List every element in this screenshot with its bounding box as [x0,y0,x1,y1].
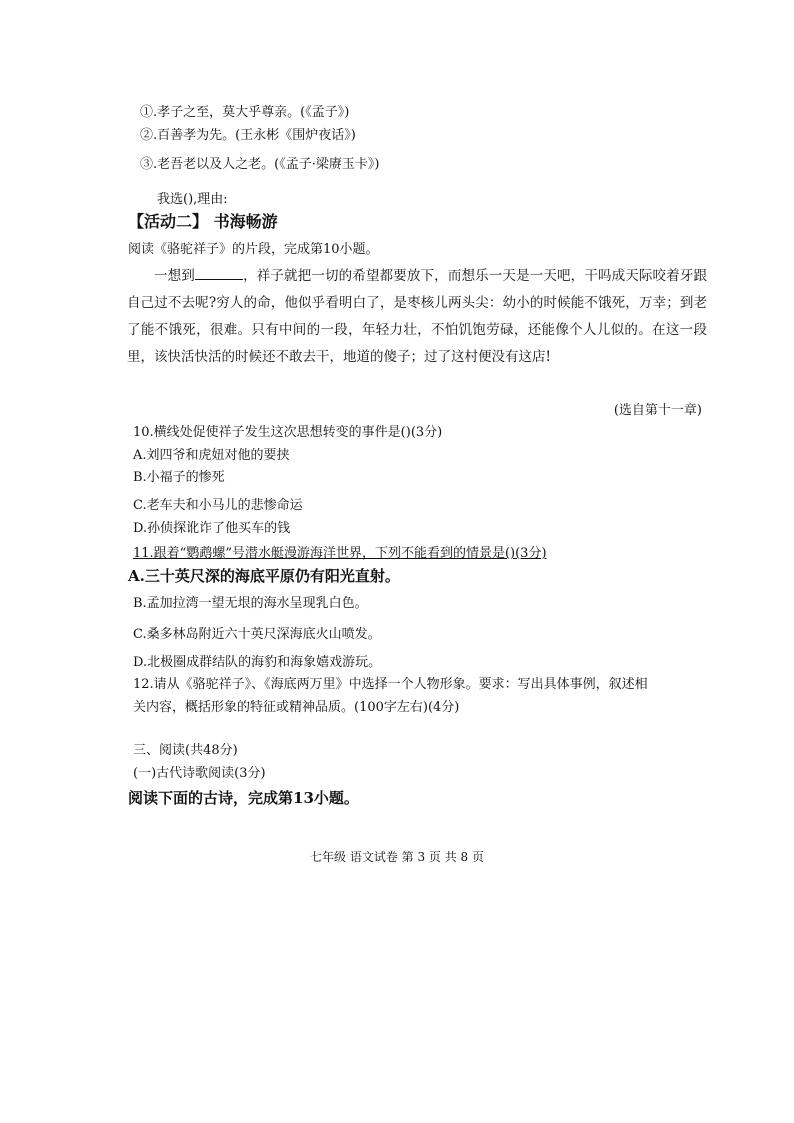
activity-two-title: 【活动二】 书海畅游 [128,212,278,231]
q11-option-a: A.三十英尺深的海底平原仍有阳光直射。 [128,567,400,585]
q11-option-d: D.北极圈成群结队的海豹和海象嬉戏游玩。 [133,655,382,670]
passage-blank [195,265,243,280]
q12-line-1: 12.请从《骆驼祥子》、《海底两万里》中选择一个人物形象。要求：写出具体事例，叙述相 [133,677,648,692]
choice-prompt: 我选(),理由: [157,192,228,207]
q10-option-d: D.孙侦探讹诈了他买车的钱 [133,521,291,536]
q10-stem: 10.横线处促使祥子发生这次思想转变的事件是()(3分) [133,425,443,440]
q11-stem: 11.跟着“鹦鹉螺”号潜水艇漫游海洋世界，下列不能看到的情景是()(3分) [133,546,547,561]
passage [127,263,707,371]
q10-option-c: C.老车夫和小马儿的悲惨命运 [133,498,303,513]
q10-option-a: A.刘四爷和虎妞对他的要挟 [133,448,290,463]
activity-two-instruction: 阅读《骆驼祥子》的片段，完成第10小题。 [128,242,379,257]
section-three-instruction: 阅读下面的古诗，完成第13小题。 [128,789,359,807]
q12-line-2: 关内容，概括形象的特征或精神品质。(100字左右)(4分) [133,700,460,715]
quote-1: ①.孝子之至，莫大乎尊亲。(《孟子》) [140,105,350,120]
quote-3: ③.老吾老以及人之老。(《孟子·梁赓玉卡》) [140,157,380,172]
quote-2: ②.百善孝为先。(王永彬《围炉夜话》) [140,128,356,143]
passage-source: (选自第十一章) [613,403,702,418]
q11-option-b: B.孟加拉湾一望无垠的海水呈现乳白色。 [133,596,368,611]
passage-body: ，祥子就把一切的希望都要放下，而想乐一天是一天吧，干吗成天际咬着牙跟自己过不去呢?穷人的命，他似乎看明白了，是枣核儿两头尖：幼小的时候能不饿死，万幸；到老了能不饿死，很难。只有中间的一段，年轻力壮，不怕饥饱劳碌，还能像个人儿似的。在这一段里，该快活快活的时候还不敢去干，地道的傻子；过了这村便没有这店! [127,268,708,365]
q11-option-c: C.桑多林岛附近六十英尺深海底火山喷发。 [133,627,381,642]
page-footer: 七年级 语文试卷 第 3 页 共 8 页 [310,850,484,864]
section-three-sub: (一)古代诗歌阅读(3分) [133,766,266,781]
section-three-title: 三、阅读(共48分) [133,743,238,758]
q10-option-b: B.小福子的惨死 [133,470,225,485]
passage-lead: 一想到 [154,268,195,284]
